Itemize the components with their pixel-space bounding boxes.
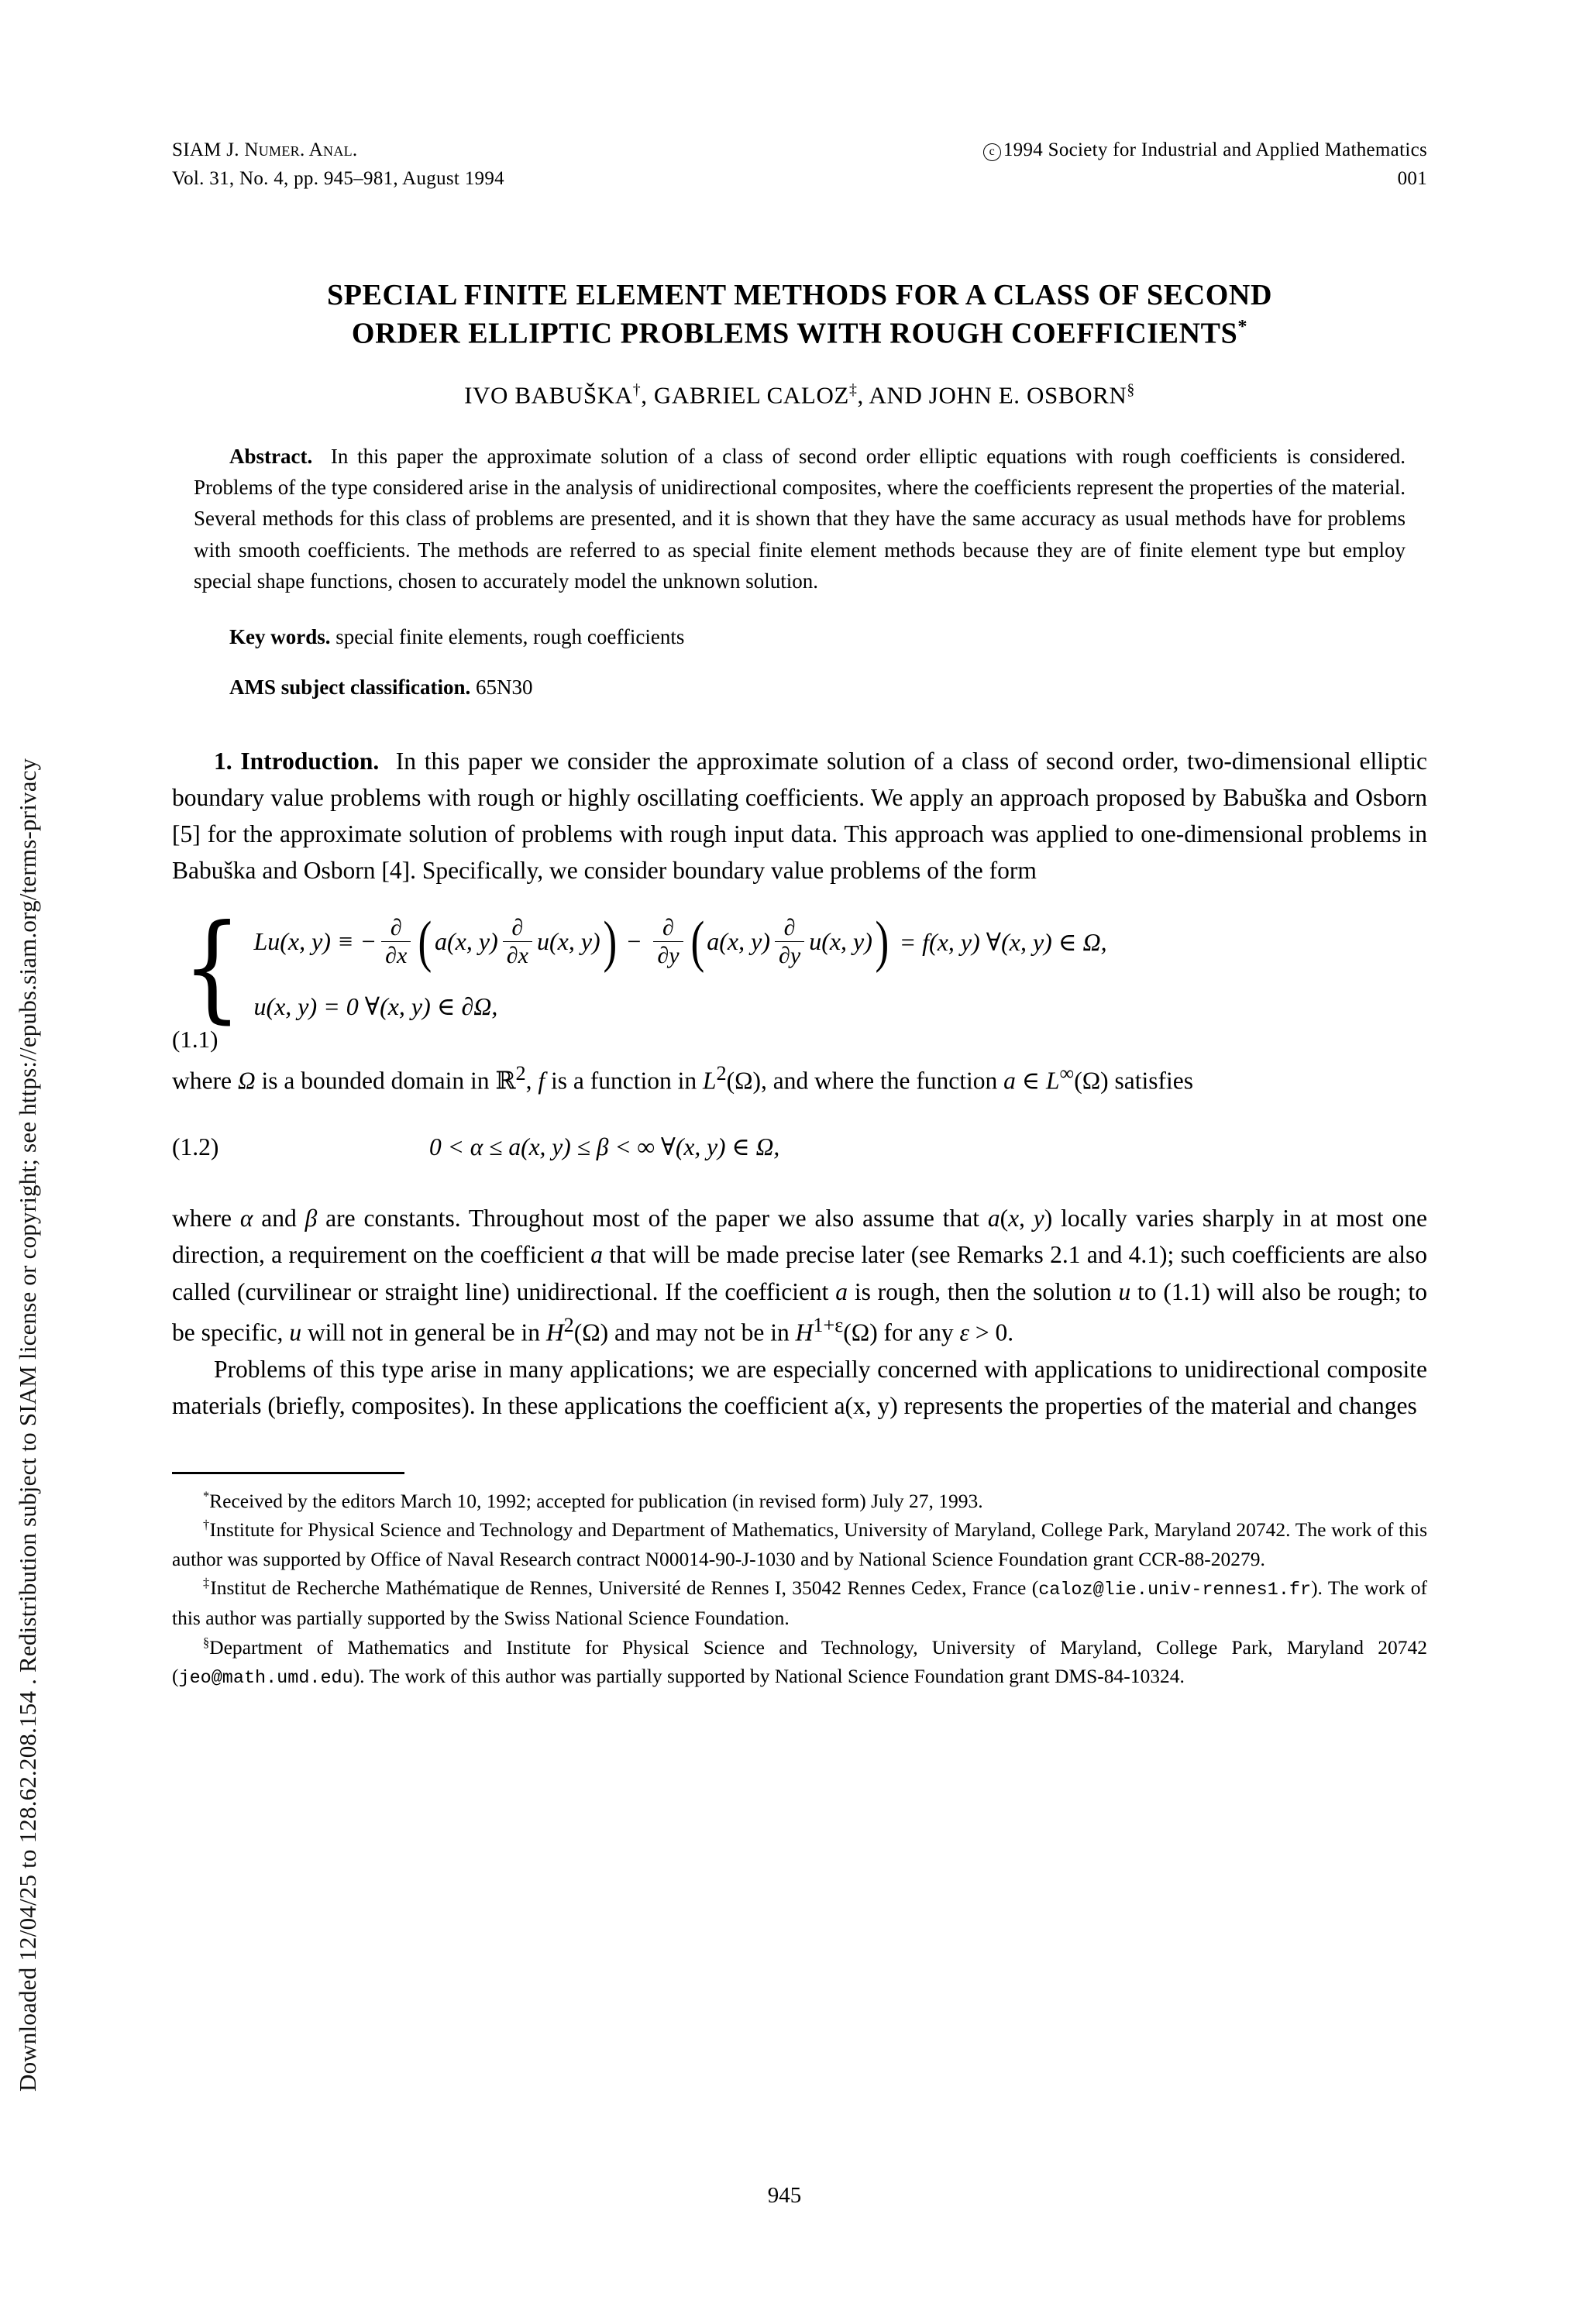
close-paren-2: )	[875, 909, 889, 974]
abstract-label: Abstract.	[229, 444, 313, 468]
copyright-line	[983, 136, 1427, 165]
page-content	[172, 0, 1427, 1693]
footnote-section-text-b: ). The work of this author was partially supported by National Science Foundation grant DMS-84-10324.	[353, 1665, 1185, 1688]
journal-info	[172, 136, 504, 193]
author-1-footnote-mark: †	[632, 381, 642, 399]
section-1-heading: Introduction.	[240, 747, 380, 775]
journal-name: SIAM J. Numer. Anal.	[172, 139, 358, 160]
partial-symbol-num-2: ∂	[511, 913, 524, 940]
partial-y-den-2: ∂y	[775, 941, 804, 968]
body-text-after-1-2	[172, 1200, 1427, 1424]
footnote-ddagger-mark: ‡	[203, 1575, 211, 1590]
copyright-text: 1994 Society for Industrial and Applied Mathematics	[1003, 139, 1427, 160]
partial-x-fraction-inner	[503, 913, 532, 969]
coefficient-a-2: a(x, y)	[707, 927, 770, 956]
open-paren-1: (	[418, 909, 432, 974]
running-head	[172, 136, 1427, 193]
keywords-text: special finite elements, rough coefficients	[335, 624, 685, 648]
download-notice-sidebar: Downloaded 12/04/25 to 128.62.208.154 . Redistribution subject to SIAM license or copyright; see https://epubs.siam.org/terms-privacy	[14, 758, 41, 2092]
section-1-paragraph-1	[172, 743, 1427, 889]
left-brace-glyph: {	[182, 900, 242, 1036]
author-1: IVO BABUŠKA	[464, 381, 633, 409]
solution-u-1: u(x, y)	[536, 927, 600, 956]
partial-y-fraction-inner	[775, 913, 804, 969]
author-2-footnote-mark: ‡	[848, 381, 858, 399]
ams-text: 65N30	[475, 675, 533, 699]
footnote-section-text-a: Department of Mathematics and Institute for Physical Science and Technology, University of Maryland, College Park, Maryland 20742 (	[172, 1635, 1427, 1688]
title-line-2	[172, 315, 1427, 353]
eq-rhs: = f(x, y) ∀(x, y) ∈ Ω,	[899, 927, 1107, 956]
equation-1-1-line-1	[253, 909, 1107, 974]
footnote-star	[172, 1487, 1427, 1515]
footnote-dagger-mark: †	[203, 1517, 210, 1532]
body-text	[172, 743, 1427, 889]
body-text-after-1-1	[172, 1058, 1427, 1099]
footnote-ddagger-email[interactable]: caloz@lie.univ-rennes1.fr	[1038, 1580, 1312, 1601]
footnote-section	[172, 1633, 1427, 1693]
footnote-star-mark: *	[203, 1488, 210, 1504]
footnote-ddagger-text-b: ). The work of this author was partially supported by the Swiss National Science Foundation.	[172, 1576, 1428, 1630]
title-footnote-mark: *	[1237, 316, 1248, 338]
partial-symbol-num-4: ∂	[783, 913, 796, 940]
footnote-star-text: Received by the editors March 10, 1992; accepted for publication (in revised form) July 27, 1993.	[209, 1489, 983, 1512]
paragraph-after-eq-1-1: where Ω is a bounded domain in ℝ$^2$, f is a function in $L^2(\Omega)$, and where the function a ∈ L∞(Ω) satisfies	[172, 1062, 1193, 1095]
equation-1-1-lines	[253, 909, 1107, 1022]
equation-1-1-line-2: u(x, y) = 0 ∀(x, y) ∈ ∂Ω,	[253, 992, 498, 1021]
close-paren-1: )	[603, 909, 617, 974]
keywords-label: Key words.	[229, 624, 331, 648]
abstract-text: In this paper the approximate solution of a class of second order elliptic equations with rough coefficients is considered. Problems of the type considered arise in the analysis of unidirectional composites, where the coefficients represent the properties of the material. Several methods for this class of problems are presented, and it is shown that they have the same accuracy as usual methods have for problems with smooth coefficients. The methods are referred to as special finite element methods because they are of finite element type but employ special shape functions, chosen to accurately model the unknown solution.	[194, 444, 1406, 593]
author-list	[172, 381, 1427, 409]
partial-x-den-2: ∂x	[503, 941, 532, 968]
minus-operator: −	[627, 927, 642, 956]
footnote-section-email[interactable]: jeo@math.umd.edu	[178, 1668, 353, 1690]
equation-1-2-body: 0 < α ≤ a(x, y) ≤ β < ∞ ∀(x, y) ∈ Ω,	[429, 1133, 780, 1161]
footnote-ddagger-text-a: Institut de Recherche Mathématique de Rennes, Université de Rennes I, 35042 Rennes Cedex, France (	[210, 1576, 1039, 1600]
partial-x-den-1: ∂x	[381, 941, 411, 968]
article-number: 001	[1397, 167, 1427, 189]
author-sep-1: ,	[641, 381, 654, 409]
footnote-section-mark: §	[203, 1635, 210, 1650]
partial-symbol-num-1: ∂	[390, 913, 402, 940]
footnotes-block	[172, 1472, 1427, 1693]
paragraph-after-eq-1-2: where α and β are constants. Throughout most of the paper we also assume that a(x, y) locally varies sharply in at most one direction, a requirement on the coefficient a that will be made precise later (see Remarks 2.1 and 4.1); such coefficients are also called (curvilinear or straight line) unidirectional. If the coefficient a is rough, then the solution u to (1.1) will also be rough; to be specific, u will not in general be in $H^2(\Omega)$ and may not be in $H^{1+\varepsilon}(\Omega)$ for any ε > 0.	[172, 1205, 1428, 1346]
author-3: JOHN E. OSBORN	[928, 381, 1127, 409]
equation-1-1-tag: (1.1)	[172, 1026, 218, 1054]
ams-block	[172, 676, 1427, 700]
partial-y-den-1: ∂y	[653, 941, 683, 968]
section-1-number: 1.	[214, 747, 232, 775]
footnote-dagger	[172, 1515, 1427, 1573]
author-3-footnote-mark: §	[1127, 381, 1135, 399]
eq-lhs: Lu(x, y) ≡ −	[253, 927, 377, 956]
solution-u-2: u(x, y)	[809, 927, 872, 956]
footnote-dagger-text: Institute for Physical Science and Technology and Department of Mathematics, University of Maryland, College Park, Maryland 20742. The work of this author was supported by Office of Naval Research contract N00014-90-J-1030 and by National Science Foundation grant CCR-88-20279.	[172, 1518, 1428, 1570]
partial-x-fraction-outer	[381, 913, 411, 969]
coefficient-a-1: a(x, y)	[435, 927, 498, 956]
partial-y-fraction-outer	[653, 913, 683, 969]
footnote-separator-rule	[172, 1472, 404, 1474]
copyright-info	[983, 136, 1427, 193]
ams-label: AMS subject classification.	[229, 675, 471, 699]
copyright-icon: c	[983, 143, 1001, 161]
journal-volume: Vol. 31, No. 4, pp. 945–981, August 1994	[172, 167, 504, 189]
equation-1-1-brace-row	[172, 900, 1427, 1036]
author-2: GABRIEL CALOZ	[653, 381, 849, 409]
equation-1-1	[172, 900, 1427, 1054]
partial-symbol-num-3: ∂	[662, 913, 674, 940]
author-sep-2: , AND	[857, 381, 929, 409]
abstract-block	[172, 441, 1427, 597]
keywords-block	[172, 625, 1427, 649]
section-1-para-1-text: In this paper we consider the approximate solution of a class of second order, two-dimensional elliptic boundary value problems with rough or highly oscillating coefficients. We apply an approach proposed by Babuška and Osborn [5] for the approximate solution of problems with rough input data. This approach was applied to one-dimensional problems in Babuška and Osborn [4]. Specifically, we consider boundary value problems of the form	[172, 747, 1428, 885]
page-title	[172, 277, 1427, 353]
title-line-2-text: ORDER ELLIPTIC PROBLEMS WITH ROUGH COEFFICIENTS	[351, 318, 1238, 351]
footnote-ddagger	[172, 1573, 1427, 1633]
title-line-1: SPECIAL FINITE ELEMENT METHODS FOR A CLASS OF SECOND	[326, 279, 1273, 311]
page-number: 945	[767, 2183, 802, 2208]
equation-1-2	[172, 1133, 1427, 1169]
open-paren-2: (	[690, 909, 704, 974]
equation-1-2-tag: (1.2)	[172, 1133, 219, 1161]
paragraph-last: Problems of this type arise in many applications; we are especially concerned with applications to unidirectional composite materials (briefly, composites). In these applications the coefficient a(x, y) represents the properties of the material and changes	[172, 1355, 1427, 1419]
